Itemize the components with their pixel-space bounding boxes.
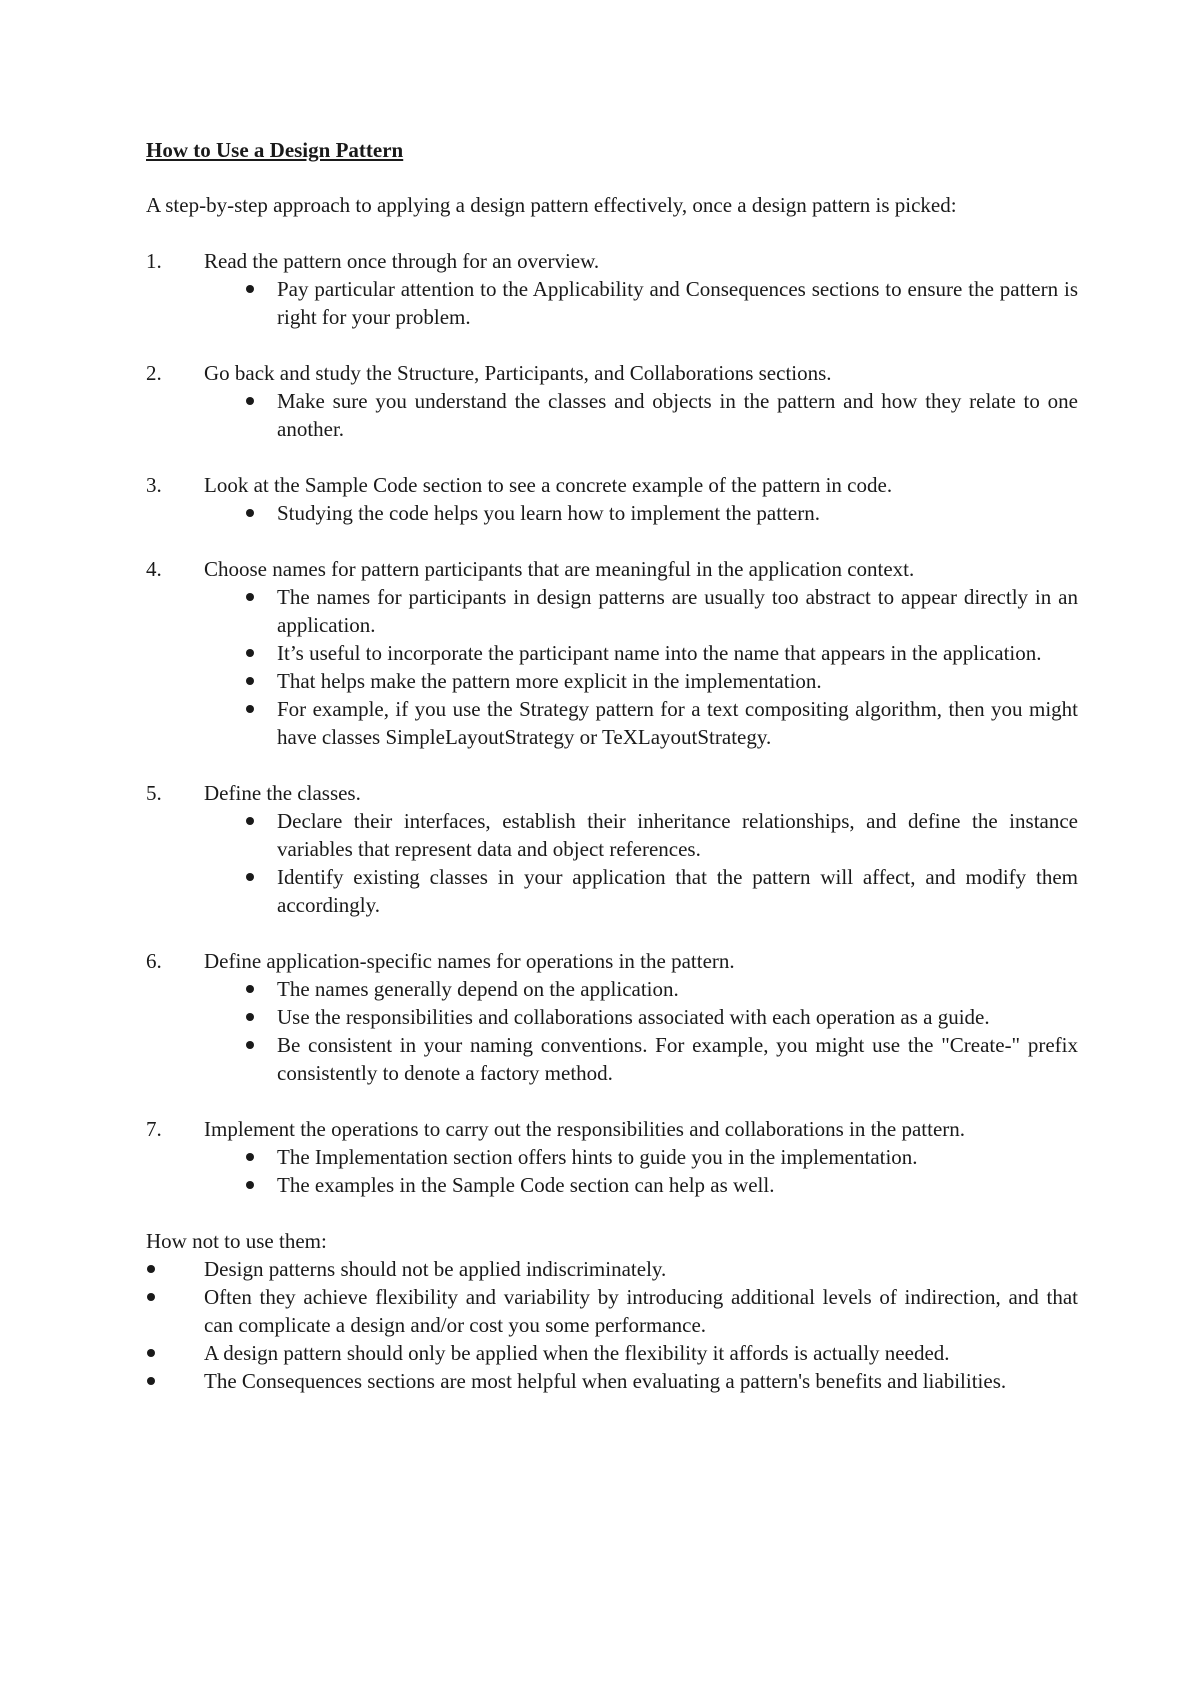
bullet-item: Identify existing classes in your application that the pattern will affect, and modify them accordingly.: [277, 865, 1078, 917]
how-not-heading: How not to use them:: [146, 1229, 327, 1253]
bullet-item: Design patterns should not be applied indiscriminately.: [204, 1255, 1078, 1283]
bullet-item: A design pattern should only be applied when the flexibility it affords is actually needed.: [204, 1339, 1078, 1367]
bullet-item: The Implementation section offers hints to guide you in the implementation.: [277, 1143, 1078, 1171]
document-title: How to Use a Design Pattern: [146, 138, 404, 162]
bullet-item: Studying the code helps you learn how to implement the pattern.: [277, 499, 1078, 527]
step-number: 5.: [146, 781, 162, 805]
bullet-item: It’s useful to incorporate the participant name into the name that appears in the application.: [277, 639, 1078, 667]
step-bullets: [204, 1143, 1078, 1199]
step-item: [146, 779, 1078, 919]
step-text: Choose names for pattern participants that are meaningful in the application context.: [204, 557, 915, 581]
step-item: [146, 247, 1078, 331]
bullet-item: The Consequences sections are most helpful when evaluating a pattern's benefits and liabilities.: [204, 1367, 1078, 1395]
step-bullets: [204, 499, 1078, 527]
bullet-item: Declare their interfaces, establish their inheritance relationships, and define the instance variables that represent data and object references.: [277, 809, 1078, 861]
bullet-item: The names generally depend on the application.: [277, 975, 1078, 1003]
step-text: Go back and study the Structure, Participants, and Collaborations sections.: [204, 361, 832, 385]
bullet-item: Be consistent in your naming conventions. For example, you might use the "Create-" prefix consistently to denote a factory method.: [277, 1033, 1078, 1085]
intro-paragraph: A step-by-step approach to applying a design pattern effectively, once a design pattern is picked:: [146, 193, 957, 217]
step-number: 6.: [146, 949, 162, 973]
bullet-item: Make sure you understand the classes and objects in the pattern and how they relate to one another.: [277, 389, 1078, 441]
step-item: [146, 947, 1078, 1087]
bullet-item: For example, if you use the Strategy pattern for a text compositing algorithm, then you might have classes SimpleLayoutStrategy or TeXLayoutStrategy.: [277, 697, 1078, 749]
step-bullets: [204, 583, 1078, 751]
step-bullets: [204, 807, 1078, 919]
step-number: 7.: [146, 1117, 162, 1141]
step-item: [146, 359, 1078, 443]
bullet-item: Pay particular attention to the Applicability and Consequences sections to ensure the pattern is right for your problem.: [277, 277, 1078, 329]
step-item: [146, 471, 1078, 527]
step-text: Implement the operations to carry out the responsibilities and collaborations in the pattern.: [204, 1117, 966, 1141]
document-page: [146, 136, 1078, 1395]
step-text: Define the classes.: [204, 781, 361, 805]
bullet-item: The names for participants in design patterns are usually too abstract to appear directly in an application.: [277, 585, 1078, 637]
bullet-item: The examples in the Sample Code section can help as well.: [277, 1171, 1078, 1199]
step-bullets: [204, 275, 1078, 331]
step-item: [146, 555, 1078, 751]
step-text: Look at the Sample Code section to see a concrete example of the pattern in code.: [204, 473, 893, 497]
step-bullets: [204, 387, 1078, 443]
bullet-item: Often they achieve flexibility and variability by introducing additional levels of indirection, and that can complicate a design and/or cost you some performance.: [204, 1285, 1078, 1337]
bullet-item: That helps make the pattern more explicit in the implementation.: [277, 667, 1078, 695]
step-number: 2.: [146, 361, 162, 385]
steps-list: [146, 247, 1078, 1199]
how-not-bullets: [146, 1255, 1078, 1395]
step-text: Read the pattern once through for an overview.: [204, 249, 600, 273]
step-number: 3.: [146, 473, 162, 497]
step-number: 1.: [146, 249, 162, 273]
step-item: [146, 1115, 1078, 1199]
step-text: Define application-specific names for operations in the pattern.: [204, 949, 735, 973]
bullet-item: Use the responsibilities and collaborations associated with each operation as a guide.: [277, 1003, 1078, 1031]
step-bullets: [204, 975, 1078, 1087]
step-number: 4.: [146, 557, 162, 581]
